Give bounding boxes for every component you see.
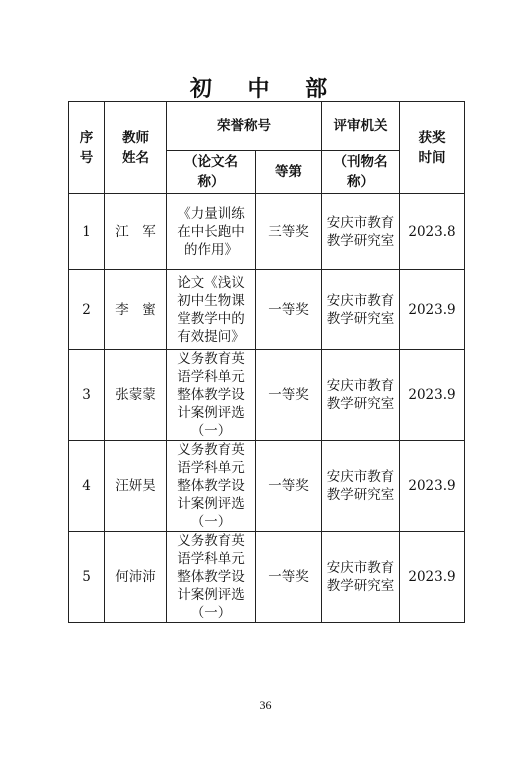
header-row: [69, 102, 465, 151]
cell-time: 2023.8: [400, 194, 465, 270]
cell-org: 安庆市教育教学研究室: [322, 194, 400, 270]
table-row: [69, 532, 465, 623]
cell-time: 2023.9: [400, 532, 465, 623]
cell-paper: 《力量训练在中长跑中的作用》: [167, 194, 256, 270]
header-time: 获奖时间: [400, 102, 465, 194]
header-honor: 荣誉称号: [167, 102, 322, 151]
cell-paper: 义务教育英语学科单元整体教学设计案例评选（一）: [167, 350, 256, 441]
cell-name: 何沛沛: [105, 532, 167, 623]
cell-name: 张蒙蒙: [105, 350, 167, 441]
cell-no: 2: [69, 270, 105, 350]
cell-time: 2023.9: [400, 441, 465, 532]
cell-paper: 义务教育英语学科单元整体教学设计案例评选（一）: [167, 532, 256, 623]
header-paper: （论文名称）: [167, 151, 256, 194]
table-row: [69, 194, 465, 270]
cell-no: 3: [69, 350, 105, 441]
cell-name: 李 蜜: [105, 270, 167, 350]
header-org: 评审机关: [322, 102, 400, 151]
cell-org: 安庆市教育教学研究室: [322, 350, 400, 441]
cell-time: 2023.9: [400, 350, 465, 441]
cell-org: 安庆市教育教学研究室: [322, 532, 400, 623]
page-title: 初 中 部: [189, 77, 342, 102]
cell-no: 1: [69, 194, 105, 270]
header-seq: 序号: [69, 102, 105, 194]
cell-name: 江 军: [105, 194, 167, 270]
table-row: [69, 270, 465, 350]
awards-table: [68, 101, 465, 623]
header-teacher: 教师姓名: [105, 102, 167, 194]
page-number: 36: [259, 698, 272, 712]
cell-grade: 一等奖: [256, 441, 322, 532]
table-row: [69, 350, 465, 441]
cell-no: 4: [69, 441, 105, 532]
cell-org: 安庆市教育教学研究室: [322, 441, 400, 532]
header-org-sub: （刊物名称）: [322, 151, 400, 194]
cell-grade: 一等奖: [256, 350, 322, 441]
header-grade: 等第: [256, 151, 322, 194]
cell-time: 2023.9: [400, 270, 465, 350]
cell-grade: 一等奖: [256, 270, 322, 350]
cell-paper: 义务教育英语学科单元整体教学设计案例评选（一）: [167, 441, 256, 532]
cell-org: 安庆市教育教学研究室: [322, 270, 400, 350]
cell-grade: 一等奖: [256, 532, 322, 623]
cell-paper: 论文《浅议初中生物课堂教学中的有效提问》: [167, 270, 256, 350]
cell-no: 5: [69, 532, 105, 623]
cell-grade: 三等奖: [256, 194, 322, 270]
table-row: [69, 441, 465, 532]
cell-name: 汪妍昊: [105, 441, 167, 532]
